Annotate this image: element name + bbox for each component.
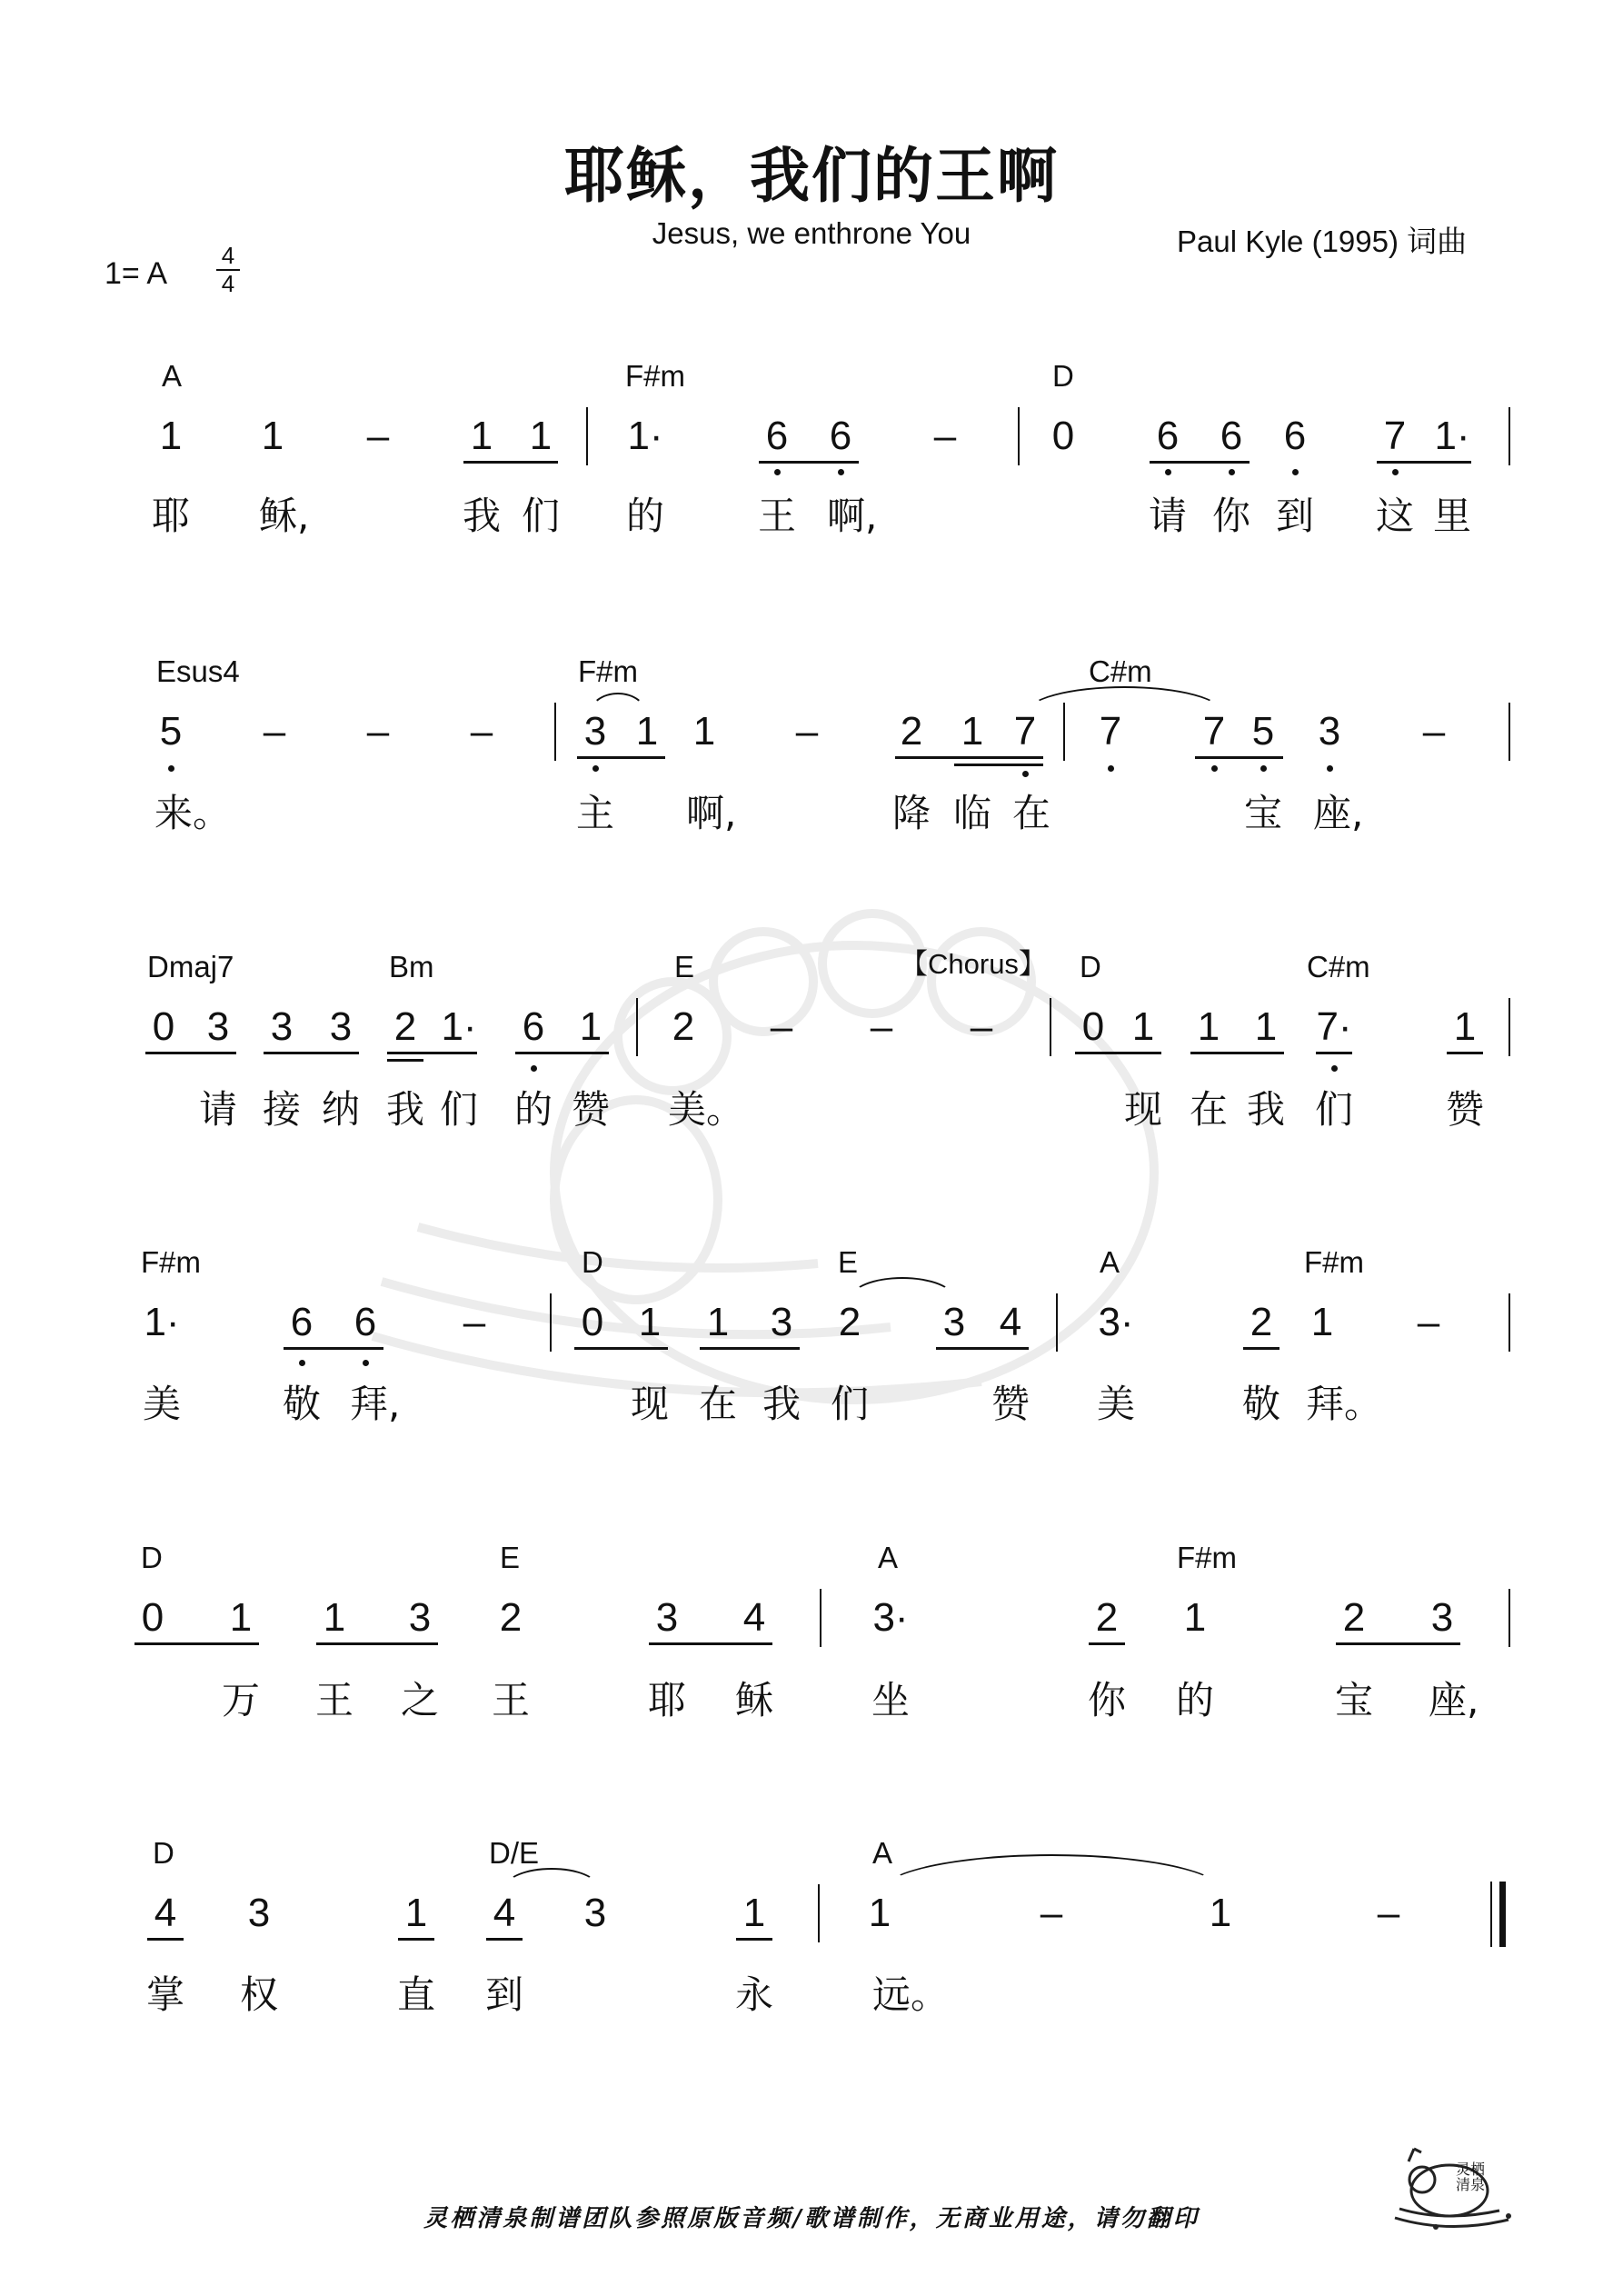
note: 1 bbox=[638, 1300, 662, 1344]
barline bbox=[820, 1589, 821, 1647]
note: 0 bbox=[1081, 1004, 1105, 1049]
note: 0 bbox=[1051, 414, 1075, 458]
lyric: 的 bbox=[1175, 1678, 1214, 1722]
note: 3 bbox=[206, 1004, 230, 1049]
note: 1 bbox=[706, 1300, 730, 1344]
barline bbox=[636, 998, 638, 1056]
lyric: 掌 bbox=[145, 1972, 184, 2017]
lyric: 你 bbox=[1211, 494, 1250, 538]
note: 5 bbox=[159, 709, 183, 754]
logo-text: 灵栖清泉 bbox=[1455, 2161, 1485, 2193]
lyric: 们 bbox=[439, 1087, 478, 1132]
chord: A bbox=[872, 1836, 893, 1870]
note: 2 bbox=[1095, 1595, 1119, 1640]
chord: D bbox=[1052, 359, 1074, 393]
note: 1 bbox=[742, 1891, 766, 1935]
barline bbox=[1063, 703, 1065, 761]
lyric: 们 bbox=[1314, 1087, 1353, 1132]
note: 6 bbox=[1220, 414, 1243, 458]
note: 7 bbox=[1099, 709, 1122, 754]
note: – bbox=[1377, 1891, 1400, 1935]
song-title: 耶稣，我们的王啊 bbox=[564, 141, 1059, 211]
note: 3 bbox=[583, 709, 607, 754]
note: 6 bbox=[290, 1300, 314, 1344]
note: – bbox=[795, 709, 819, 754]
note: 5 bbox=[1251, 709, 1275, 754]
watermark-lamb-icon bbox=[345, 900, 1299, 1463]
lyric: 在 bbox=[1189, 1087, 1228, 1132]
note: 1 bbox=[1131, 1004, 1155, 1049]
note: 0 bbox=[152, 1004, 175, 1049]
lyric: 坐 bbox=[871, 1678, 910, 1722]
lyric: 宝 bbox=[1334, 1678, 1373, 1722]
barline bbox=[1056, 1293, 1058, 1352]
barline bbox=[1508, 1589, 1510, 1647]
note: 1 bbox=[1254, 1004, 1278, 1049]
note: 6 bbox=[765, 414, 789, 458]
lyric: 王 bbox=[314, 1678, 353, 1722]
lyric: 赞 bbox=[571, 1087, 610, 1132]
chord: C#m bbox=[1089, 654, 1152, 688]
chord: F#m bbox=[1304, 1245, 1364, 1279]
note: 0 bbox=[581, 1300, 604, 1344]
note: 6 bbox=[1156, 414, 1180, 458]
lyric: 之 bbox=[400, 1678, 439, 1722]
note: 7· bbox=[1316, 1004, 1352, 1049]
lyric: 敬 bbox=[1241, 1382, 1280, 1426]
note: 1 bbox=[579, 1004, 602, 1049]
lyric: 耶 bbox=[151, 494, 190, 538]
note: 2 bbox=[393, 1004, 417, 1049]
barline bbox=[818, 1884, 820, 1942]
note: – bbox=[366, 414, 390, 458]
final-barline bbox=[1499, 1882, 1506, 1947]
note: 4 bbox=[154, 1891, 177, 1935]
note: – bbox=[470, 709, 493, 754]
chord: Esus4 bbox=[156, 654, 240, 688]
note: 4 bbox=[493, 1891, 516, 1935]
key-signature: 1= A bbox=[105, 256, 168, 291]
note: – bbox=[1422, 709, 1446, 754]
chorus-label: 【Chorus】 bbox=[900, 948, 1047, 980]
note: 1 bbox=[323, 1595, 346, 1640]
lyric: 们 bbox=[521, 494, 560, 538]
lyric: 座, bbox=[1313, 791, 1364, 835]
note: 6 bbox=[829, 414, 852, 458]
note: 2 bbox=[499, 1595, 523, 1640]
song-subtitle: Jesus, we enthrone You bbox=[652, 216, 971, 250]
lyric: 我 bbox=[762, 1382, 801, 1426]
chord: D bbox=[153, 1836, 174, 1870]
lyric: 到 bbox=[484, 1972, 523, 2017]
logo bbox=[1381, 2136, 1527, 2236]
note: 1 bbox=[1183, 1595, 1207, 1640]
lyric: 敬 bbox=[282, 1382, 321, 1426]
chord: E bbox=[500, 1541, 521, 1574]
note: 3 bbox=[1430, 1595, 1454, 1640]
lyric: 的 bbox=[625, 494, 664, 538]
lyric: 接 bbox=[262, 1087, 301, 1132]
lyric: 请 bbox=[1148, 494, 1187, 538]
chord: F#m bbox=[1177, 1541, 1237, 1574]
lyric: 万 bbox=[221, 1678, 260, 1722]
note: 7 bbox=[1202, 709, 1226, 754]
note: 4 bbox=[999, 1300, 1022, 1344]
chord: D bbox=[1080, 950, 1101, 983]
lyric: 你 bbox=[1087, 1678, 1126, 1722]
note: 3 bbox=[270, 1004, 294, 1049]
lyric: 稣, bbox=[259, 494, 310, 538]
chord: E bbox=[674, 950, 695, 983]
lyric: 稣 bbox=[734, 1678, 773, 1722]
chord: E bbox=[838, 1245, 859, 1279]
lyric: 现 bbox=[1123, 1087, 1162, 1132]
lyric: 拜, bbox=[350, 1382, 401, 1426]
note: – bbox=[1040, 1891, 1063, 1935]
chord: A bbox=[1100, 1245, 1120, 1279]
note: 1 bbox=[404, 1891, 428, 1935]
lyric: 临 bbox=[952, 791, 991, 835]
note: 3 bbox=[655, 1595, 679, 1640]
chord: A bbox=[878, 1541, 899, 1574]
note: 3· bbox=[1098, 1300, 1134, 1344]
note: 1 bbox=[635, 709, 659, 754]
lyric: 权 bbox=[239, 1972, 278, 2017]
note: 3 bbox=[770, 1300, 793, 1344]
note: – bbox=[933, 414, 957, 458]
lyric: 宝 bbox=[1243, 791, 1282, 835]
lyric: 赞 bbox=[991, 1382, 1030, 1426]
lyric: 啊, bbox=[686, 791, 737, 835]
lyric: 我 bbox=[462, 494, 501, 538]
composer-credit: Paul Kyle (1995) 词曲 bbox=[1177, 225, 1468, 258]
barline bbox=[1050, 998, 1051, 1056]
note: – bbox=[463, 1300, 486, 1344]
note: 3· bbox=[872, 1595, 909, 1640]
lyric: 里 bbox=[1432, 494, 1471, 538]
note: 1 bbox=[692, 709, 716, 754]
lyric: 到 bbox=[1275, 494, 1314, 538]
note: 1 bbox=[529, 414, 553, 458]
note: 1· bbox=[441, 1004, 477, 1049]
lyric: 拜。 bbox=[1306, 1382, 1383, 1426]
note: 1· bbox=[627, 414, 663, 458]
note: 3 bbox=[583, 1891, 607, 1935]
lyric: 耶 bbox=[647, 1678, 686, 1722]
barline bbox=[1508, 407, 1510, 465]
lyric: 的 bbox=[513, 1087, 553, 1132]
chord: D bbox=[141, 1541, 163, 1574]
lyric: 赞 bbox=[1445, 1087, 1484, 1132]
note: 1 bbox=[470, 414, 493, 458]
note: 2 bbox=[1250, 1300, 1273, 1344]
note: 3 bbox=[329, 1004, 353, 1049]
note: – bbox=[970, 1004, 993, 1049]
lyric: 这 bbox=[1375, 494, 1414, 538]
note: 1 bbox=[159, 414, 183, 458]
note: 0 bbox=[141, 1595, 164, 1640]
chord: Dmaj7 bbox=[147, 950, 234, 983]
barline bbox=[554, 703, 556, 761]
chord: C#m bbox=[1307, 950, 1370, 983]
lyric: 永 bbox=[734, 1972, 773, 2017]
barline bbox=[1508, 998, 1510, 1056]
lyric: 美。 bbox=[668, 1087, 745, 1132]
lyric: 现 bbox=[630, 1382, 669, 1426]
chord: D/E bbox=[489, 1836, 540, 1870]
note: 1 bbox=[961, 709, 984, 754]
note: 1 bbox=[1310, 1300, 1334, 1344]
note: 3 bbox=[247, 1891, 271, 1935]
lyric: 直 bbox=[396, 1972, 435, 2017]
lyric: 在 bbox=[698, 1382, 737, 1426]
time-signature bbox=[213, 244, 244, 296]
note: 2 bbox=[672, 1004, 695, 1049]
note: 6 bbox=[522, 1004, 545, 1049]
note: 1 bbox=[261, 414, 284, 458]
barline bbox=[1508, 1293, 1510, 1352]
note: 4 bbox=[742, 1595, 766, 1640]
lyric: 座, bbox=[1429, 1678, 1479, 1722]
lyric: 在 bbox=[1011, 791, 1050, 835]
note: 1 bbox=[1197, 1004, 1220, 1049]
note: 6 bbox=[1283, 414, 1307, 458]
note: 1 bbox=[1209, 1891, 1232, 1935]
lyric: 主 bbox=[575, 791, 614, 835]
note: 7 bbox=[1383, 414, 1407, 458]
note: 3 bbox=[408, 1595, 432, 1640]
note: 1· bbox=[1434, 414, 1470, 458]
note: – bbox=[263, 709, 286, 754]
note: 1 bbox=[868, 1891, 891, 1935]
lyric: 们 bbox=[830, 1382, 869, 1426]
chord: F#m bbox=[625, 359, 685, 393]
lyric: 美 bbox=[1096, 1382, 1135, 1426]
barline bbox=[1490, 1882, 1492, 1947]
lyric: 王 bbox=[491, 1678, 530, 1722]
chord: D bbox=[582, 1245, 603, 1279]
note: 7 bbox=[1013, 709, 1037, 754]
footer-note: 灵栖清泉制谱团队参照原版音频/歌谱制作，无商业用途，请勿翻印 bbox=[423, 2205, 1200, 2232]
note: 2 bbox=[1342, 1595, 1366, 1640]
note: 2 bbox=[900, 709, 923, 754]
note: 1 bbox=[229, 1595, 253, 1640]
note: 2 bbox=[838, 1300, 861, 1344]
lyric: 远。 bbox=[872, 1972, 950, 2017]
lyric: 来。 bbox=[154, 791, 232, 835]
time-signature-top: 4 bbox=[221, 242, 235, 269]
note: 1· bbox=[144, 1300, 180, 1344]
lyric: 王 bbox=[757, 494, 796, 538]
barline bbox=[1508, 703, 1510, 761]
note: 3 bbox=[1318, 709, 1341, 754]
lyric: 我 bbox=[385, 1087, 424, 1132]
note: – bbox=[1417, 1300, 1440, 1344]
chord: A bbox=[162, 359, 183, 393]
lyric: 啊, bbox=[827, 494, 878, 538]
lyric: 我 bbox=[1246, 1087, 1285, 1132]
barline bbox=[550, 1293, 552, 1352]
lyric: 降 bbox=[891, 791, 931, 835]
time-signature-bottom: 4 bbox=[221, 270, 235, 297]
barline bbox=[586, 407, 588, 465]
note: 3 bbox=[942, 1300, 966, 1344]
note: – bbox=[770, 1004, 793, 1049]
barline bbox=[1018, 407, 1020, 465]
note: – bbox=[870, 1004, 893, 1049]
chord: F#m bbox=[578, 654, 638, 688]
lyric: 纳 bbox=[321, 1087, 360, 1132]
note: 1 bbox=[1453, 1004, 1477, 1049]
chord: Bm bbox=[389, 950, 434, 983]
note: 6 bbox=[353, 1300, 377, 1344]
note: – bbox=[366, 709, 390, 754]
lyric: 美 bbox=[142, 1382, 181, 1426]
chord: F#m bbox=[141, 1245, 201, 1279]
lyric: 请 bbox=[198, 1087, 237, 1132]
